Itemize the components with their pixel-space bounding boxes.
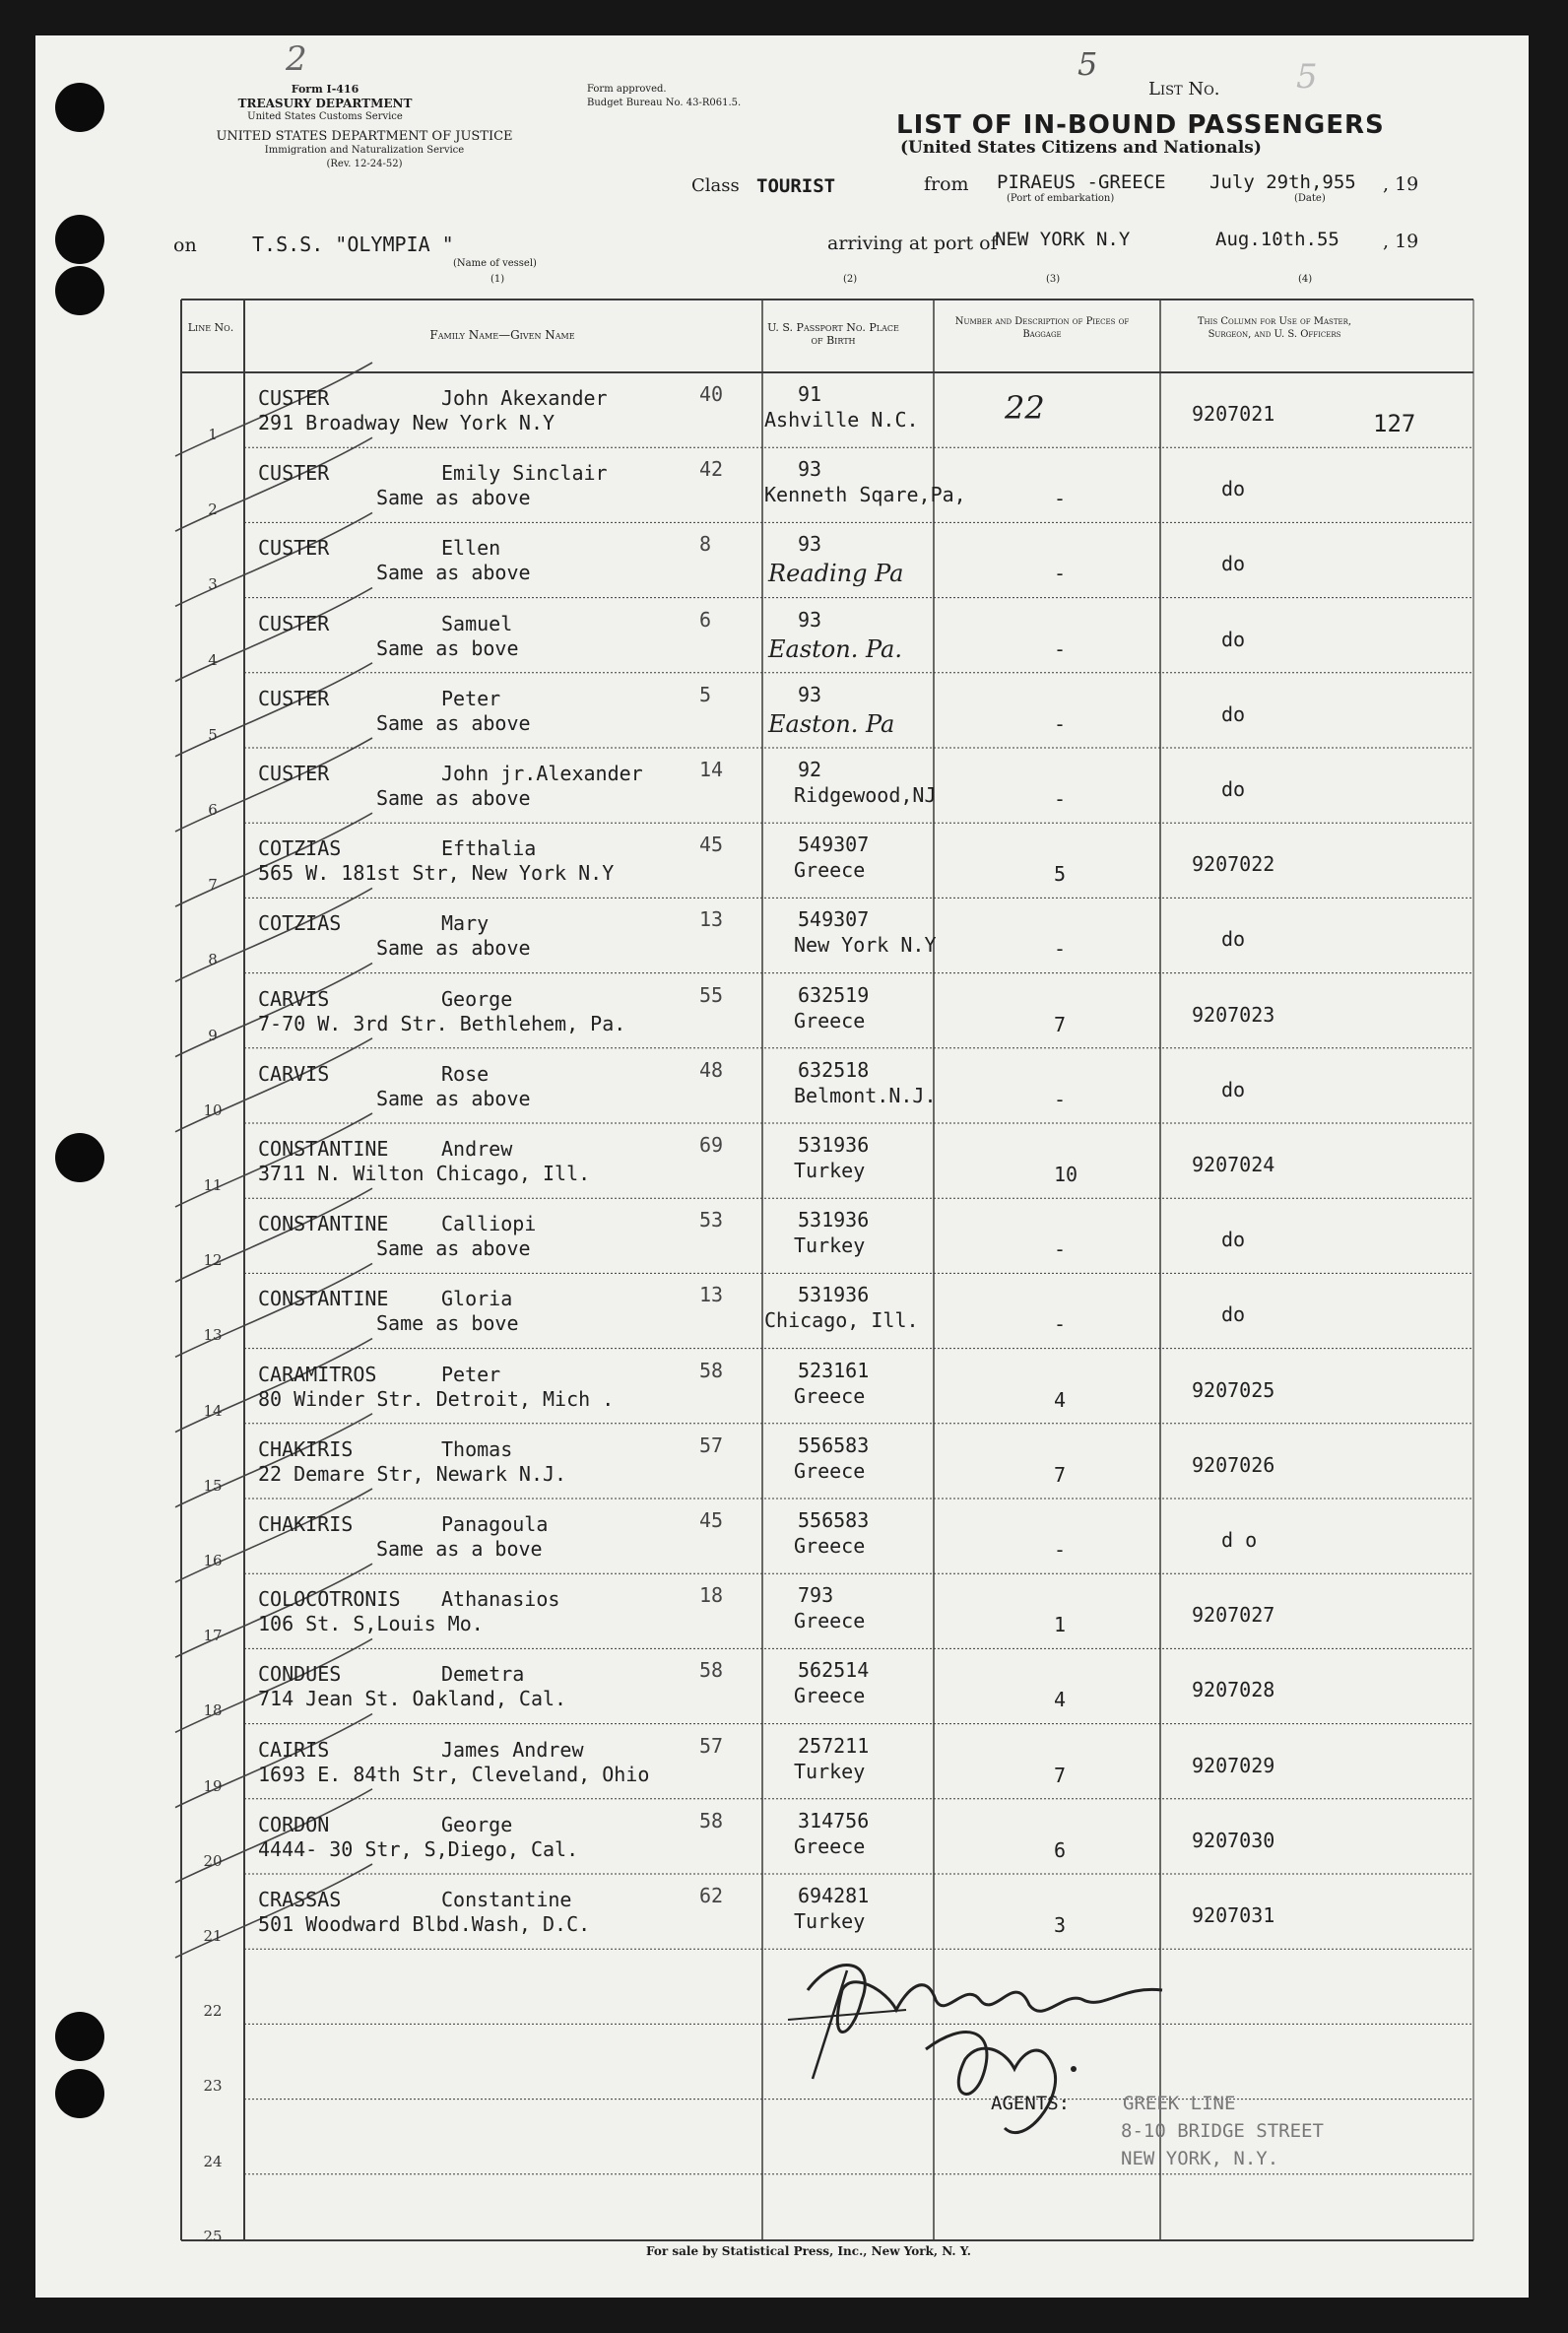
line-number: 18 [203, 1701, 223, 1720]
officer-number: do [1221, 552, 1246, 576]
family-name: CUSTER [258, 611, 330, 635]
officer-number: 9207027 [1192, 1603, 1275, 1628]
baggage-count: - [1054, 937, 1067, 962]
age: 58 [699, 1658, 724, 1683]
given-name: Demetra [441, 1662, 525, 1687]
given-name: George [441, 986, 513, 1011]
given-name: Ellen [441, 536, 501, 561]
line-number: 4 [208, 650, 218, 669]
passport-number: 632519 [798, 982, 870, 1007]
address: 714 Jean St. Oakland, Cal. [258, 1687, 567, 1711]
given-name: Constantine [441, 1888, 572, 1911]
family-name: CUSTER [258, 461, 330, 486]
age: 58 [699, 1808, 724, 1833]
place-of-birth: Chicago, Ill. [764, 1308, 919, 1333]
ins-service: Immigration and Naturalization Service [264, 145, 465, 156]
given-name: Peter [441, 686, 501, 710]
col-header-passport: U. S. Passport No. Place of Birth [767, 321, 899, 347]
family-name: CONSTANTINE [258, 1212, 389, 1236]
baggage-count: - [1054, 1312, 1067, 1337]
baggage-count: - [1054, 1237, 1067, 1262]
officer-number: 9207021 [1192, 402, 1275, 426]
address: Same as above [376, 710, 531, 735]
list-number-value: 5 [1296, 57, 1318, 97]
place-of-birth: Turkey [794, 1909, 866, 1933]
passport-number: 531936 [798, 1133, 870, 1157]
address: 7-70 W. 3rd Str. Bethlehem, Pa. [258, 1011, 626, 1035]
place-of-birth: Greece [794, 1534, 866, 1558]
passport-number: 531936 [798, 1283, 870, 1307]
passport-number: 93 [798, 682, 822, 706]
family-name: CARVIS [258, 986, 330, 1011]
place-of-birth: Turkey [794, 1233, 866, 1258]
age: 62 [699, 1884, 724, 1907]
given-name: George [441, 1812, 513, 1836]
baggage-count: 22 [1005, 389, 1045, 427]
place-of-birth: Greece [794, 1008, 866, 1033]
baggage-count: 5 [1054, 862, 1067, 887]
agents-line-1: GREEK LINE [1123, 2093, 1236, 2114]
passport-number: 93 [798, 607, 822, 632]
baggage-count: 1 [1054, 1613, 1067, 1637]
address: Same as a bove [376, 1537, 543, 1561]
baggage-count: 10 [1054, 1163, 1078, 1186]
officer-number: do [1221, 927, 1246, 952]
col-header-line-no: Line No. [187, 321, 234, 334]
line-number: 11 [203, 1176, 223, 1194]
passport-number: 93 [798, 457, 822, 482]
given-name: Peter [441, 1362, 501, 1386]
arrival-port: NEW YORK N.Y [995, 229, 1131, 250]
officer-number: 9207026 [1192, 1452, 1275, 1477]
address: 22 Demare Str, Newark N.J. [258, 1461, 567, 1486]
line-number: 9 [208, 1026, 218, 1044]
family-name: CRASSAS [258, 1888, 342, 1911]
line-number: 15 [203, 1476, 223, 1495]
list-number-label: List No. [1148, 79, 1220, 100]
passport-number: 549307 [798, 833, 870, 857]
treasury-dept: TREASURY DEPARTMENT [237, 97, 413, 110]
budget-bureau: Budget Bureau No. 43-R061.5. [587, 98, 742, 108]
passport-number: 91 [798, 382, 822, 406]
form-subtitle: (United States Citizens and Nationals) [900, 138, 1262, 158]
place-of-birth: New York N.Y [794, 933, 937, 958]
vessel-caption: (Name of vessel) [453, 258, 537, 269]
place-of-birth: Kenneth Sqare,Pa, [764, 483, 966, 507]
col-header-baggage: Number and Description of Pieces of Baggage [954, 316, 1130, 340]
age: 45 [699, 833, 724, 857]
age: 57 [699, 1433, 724, 1457]
agents-line-3: NEW YORK, N.Y. [1121, 2148, 1279, 2169]
address: Same as bove [376, 1311, 519, 1336]
col-num-4: (4) [1298, 274, 1313, 285]
officer-number: do [1221, 1302, 1246, 1327]
place-of-birth: Easton. Pa [768, 709, 895, 738]
port-of-embarkation: PIRAEUS -GREECE [997, 171, 1166, 193]
age: 53 [699, 1208, 724, 1233]
baggage-count: 7 [1054, 1763, 1067, 1787]
embarkation-date: July 29th,955 [1209, 171, 1356, 193]
line-number: 7 [208, 876, 218, 895]
age: 45 [699, 1508, 724, 1532]
col-header-officers: This Column for Use of Master, Surgeon, and U. S. Officers [1197, 316, 1352, 340]
line-number: 23 [203, 2077, 223, 2096]
arrival-date: Aug.10th.55 [1215, 229, 1339, 250]
printer-footer: For sale by Statistical Press, Inc., New York, N. Y. [646, 2244, 971, 2258]
officer-number: do [1221, 477, 1246, 501]
address: Same as above [376, 486, 531, 510]
age: 42 [699, 457, 724, 482]
class-value: TOURIST [756, 175, 836, 197]
address: 4444- 30 Str, S,Diego, Cal. [258, 1836, 579, 1861]
officer-number: 9207029 [1192, 1753, 1275, 1777]
officer-number: 9207025 [1192, 1377, 1275, 1402]
address: Same as bove [376, 635, 519, 660]
place-of-birth: Reading Pa [768, 560, 904, 588]
given-name: Thomas [441, 1436, 513, 1461]
vessel-name: T.S.S. "OLYMPIA " [252, 233, 454, 256]
age: 48 [699, 1057, 724, 1082]
age: 57 [699, 1733, 724, 1758]
age: 58 [699, 1358, 724, 1382]
baggage-count: - [1054, 1538, 1067, 1562]
passport-number: 632518 [798, 1057, 870, 1082]
age: 6 [699, 607, 712, 632]
customs-service: United States Customs Service [247, 111, 403, 122]
col-num-3: (3) [1046, 274, 1061, 285]
address: 291 Broadway New York N.Y [258, 411, 555, 434]
line-number: 1 [208, 426, 218, 443]
baggage-count: 6 [1054, 1837, 1067, 1862]
place-of-birth: Turkey [794, 1159, 866, 1182]
family-name: CUSTER [258, 386, 330, 410]
family-name: CUSTER [258, 536, 330, 561]
given-name: Calliopi [441, 1212, 537, 1236]
baggage-count: 4 [1054, 1387, 1067, 1412]
officer-number: do [1221, 777, 1246, 801]
passport-number: 694281 [798, 1884, 870, 1907]
officer-number: d o [1221, 1528, 1258, 1552]
age: 69 [699, 1133, 724, 1157]
master-signature [768, 1931, 1280, 2158]
age: 55 [699, 982, 724, 1007]
place-of-birth: Easton. Pa. [768, 634, 902, 663]
given-name: Gloria [441, 1287, 513, 1311]
col-num-1: (1) [490, 274, 505, 285]
officer-number: 9207030 [1192, 1828, 1275, 1852]
line-number: 17 [203, 1627, 223, 1645]
place-of-birth: Belmont.N.J. [794, 1083, 937, 1107]
given-name: Efthalia [441, 836, 537, 861]
officer-number: 9207024 [1192, 1153, 1275, 1176]
baggage-count: - [1054, 1087, 1067, 1111]
given-name: James Andrew [441, 1737, 584, 1762]
passport-number: 556583 [798, 1433, 870, 1457]
address: 106 St. S,Louis Mo. [258, 1612, 484, 1636]
passport-number: 523161 [798, 1358, 870, 1382]
year-suffix-1: , 19 [1383, 173, 1419, 195]
place-of-birth: Greece [794, 1458, 866, 1483]
passport-number: 549307 [798, 907, 870, 932]
passport-number: 556583 [798, 1508, 870, 1532]
officer-number: 9207028 [1192, 1678, 1275, 1702]
form-number: Form I-416 [291, 83, 359, 96]
place-of-birth: Ashville N.C. [764, 408, 919, 432]
agents-line-2: 8-10 BRIDGE STREET [1121, 2120, 1324, 2142]
given-name: Panagoula [441, 1512, 549, 1536]
baggage-count: - [1054, 636, 1067, 661]
officer-number: do [1221, 1228, 1246, 1252]
age: 13 [699, 907, 724, 932]
on-label: on [173, 234, 197, 256]
line-number: 25 [203, 2227, 223, 2245]
line-number: 14 [203, 1401, 223, 1420]
form-title: LIST OF IN-BOUND PASSENGERS [896, 110, 1385, 140]
family-name: COTZIAS [258, 836, 342, 861]
address: 1693 E. 84th Str, Cleveland, Ohio [258, 1762, 650, 1786]
passport-number: 257211 [798, 1733, 870, 1758]
place-of-birth: Greece [794, 1609, 866, 1633]
line-number: 12 [203, 1251, 223, 1270]
line-number: 10 [203, 1100, 223, 1119]
age: 8 [699, 532, 712, 557]
passport-number: 531936 [798, 1208, 870, 1233]
family-name: CONDUES [258, 1662, 342, 1687]
address: 3711 N. Wilton Chicago, Ill. [258, 1162, 591, 1185]
address: 565 W. 181st Str, New York N.Y [258, 861, 615, 886]
line-number: 5 [208, 725, 218, 744]
date-caption: (Date) [1294, 193, 1326, 204]
family-name: COLOCOTRONIS [258, 1587, 401, 1612]
passport-number: 93 [798, 532, 822, 557]
corner-pencil-mark: 2 [286, 39, 307, 79]
place-of-birth: Greece [794, 1383, 866, 1408]
age: 40 [699, 382, 724, 406]
baggage-count: - [1054, 787, 1067, 811]
arriving-label: arriving at port of [827, 233, 998, 254]
given-name: Athanasios [441, 1587, 560, 1612]
place-of-birth: Greece [794, 1684, 866, 1708]
officer-number: do [1221, 701, 1246, 726]
age: 18 [699, 1583, 724, 1608]
baggage-count: 7 [1054, 1012, 1067, 1036]
address: 501 Woodward Blbd.Wash, D.C. [258, 1912, 591, 1936]
family-name: CUSTER [258, 762, 330, 785]
address: Same as above [376, 1086, 531, 1110]
baggage-count: - [1054, 487, 1067, 511]
form-approved: Form approved. [587, 84, 667, 95]
line-number: 16 [203, 1552, 223, 1569]
family-name: COTZIAS [258, 911, 342, 936]
officer-number: 9207023 [1192, 1002, 1275, 1027]
col-num-2: (2) [843, 274, 858, 285]
given-name: John jr.Alexander [441, 762, 643, 785]
address: Same as above [376, 1236, 531, 1261]
line-number: 21 [203, 1927, 223, 1945]
passport-number: 562514 [798, 1658, 870, 1683]
place-of-birth: Ridgewood,NJ [794, 783, 937, 807]
year-suffix-2: , 19 [1383, 231, 1419, 252]
line-number: 13 [203, 1326, 223, 1345]
family-name: CARVIS [258, 1061, 330, 1086]
address: Same as above [376, 786, 531, 810]
age: 5 [699, 682, 712, 706]
family-name: CHAKIRIS [258, 1436, 354, 1461]
baggage-count: - [1054, 562, 1067, 586]
given-name: Mary [441, 911, 490, 936]
given-name: Emily Sinclair [441, 461, 608, 486]
agents-label: AGENTS: [991, 2093, 1071, 2114]
line-number: 8 [208, 951, 218, 969]
place-of-birth: Greece [794, 1833, 866, 1858]
place-of-birth: Turkey [794, 1759, 866, 1783]
line-number: 6 [208, 801, 218, 819]
passport-number: 314756 [798, 1808, 870, 1833]
family-name: CUSTER [258, 686, 330, 710]
line-number: 2 [208, 500, 218, 519]
place-of-birth: Greece [794, 858, 866, 883]
family-name: CONSTANTINE [258, 1287, 389, 1311]
family-name: CAIRIS [258, 1737, 330, 1762]
age: 14 [699, 758, 724, 781]
passport-number: 793 [798, 1583, 834, 1608]
line-number: 22 [203, 2002, 223, 2021]
baggage-count: 7 [1054, 1462, 1067, 1487]
line-number: 20 [203, 1851, 223, 1870]
family-name: CONSTANTINE [258, 1137, 389, 1161]
family-name: CHAKIRIS [258, 1512, 354, 1536]
from-label: from [924, 173, 969, 195]
family-name: CARAMITROS [258, 1362, 377, 1386]
officer-number: 9207022 [1192, 852, 1275, 877]
address: Same as above [376, 936, 531, 961]
officer-extra-note: 127 [1373, 410, 1416, 437]
line-number: 19 [203, 1776, 223, 1795]
officer-number: 9207031 [1192, 1903, 1275, 1927]
officer-number: do [1221, 1077, 1246, 1101]
justice-dept: UNITED STATES DEPARTMENT OF JUSTICE [216, 129, 513, 144]
rev-date: (Rev. 12-24-52) [326, 159, 403, 169]
col-header-name: Family Name—Given Name [429, 328, 575, 342]
age: 13 [699, 1283, 724, 1307]
passport-number: 92 [798, 758, 822, 781]
given-name: John Akexander [441, 386, 608, 410]
given-name: Samuel [441, 611, 513, 635]
line-number: 24 [203, 2152, 223, 2170]
family-name: CORDON [258, 1812, 330, 1836]
baggage-count: 3 [1054, 1913, 1067, 1937]
given-name: Rose [441, 1061, 490, 1086]
address: 80 Winder Str. Detroit, Mich . [258, 1386, 615, 1411]
baggage-count: 4 [1054, 1688, 1067, 1712]
class-label: Class [691, 175, 740, 196]
given-name: Andrew [441, 1137, 513, 1161]
list-number-pencil: 5 [1078, 45, 1098, 83]
line-number: 3 [208, 575, 218, 594]
officer-number: do [1221, 627, 1246, 651]
port-caption: (Port of embarkation) [1007, 193, 1115, 204]
baggage-count: - [1054, 711, 1067, 736]
address: Same as above [376, 561, 531, 585]
